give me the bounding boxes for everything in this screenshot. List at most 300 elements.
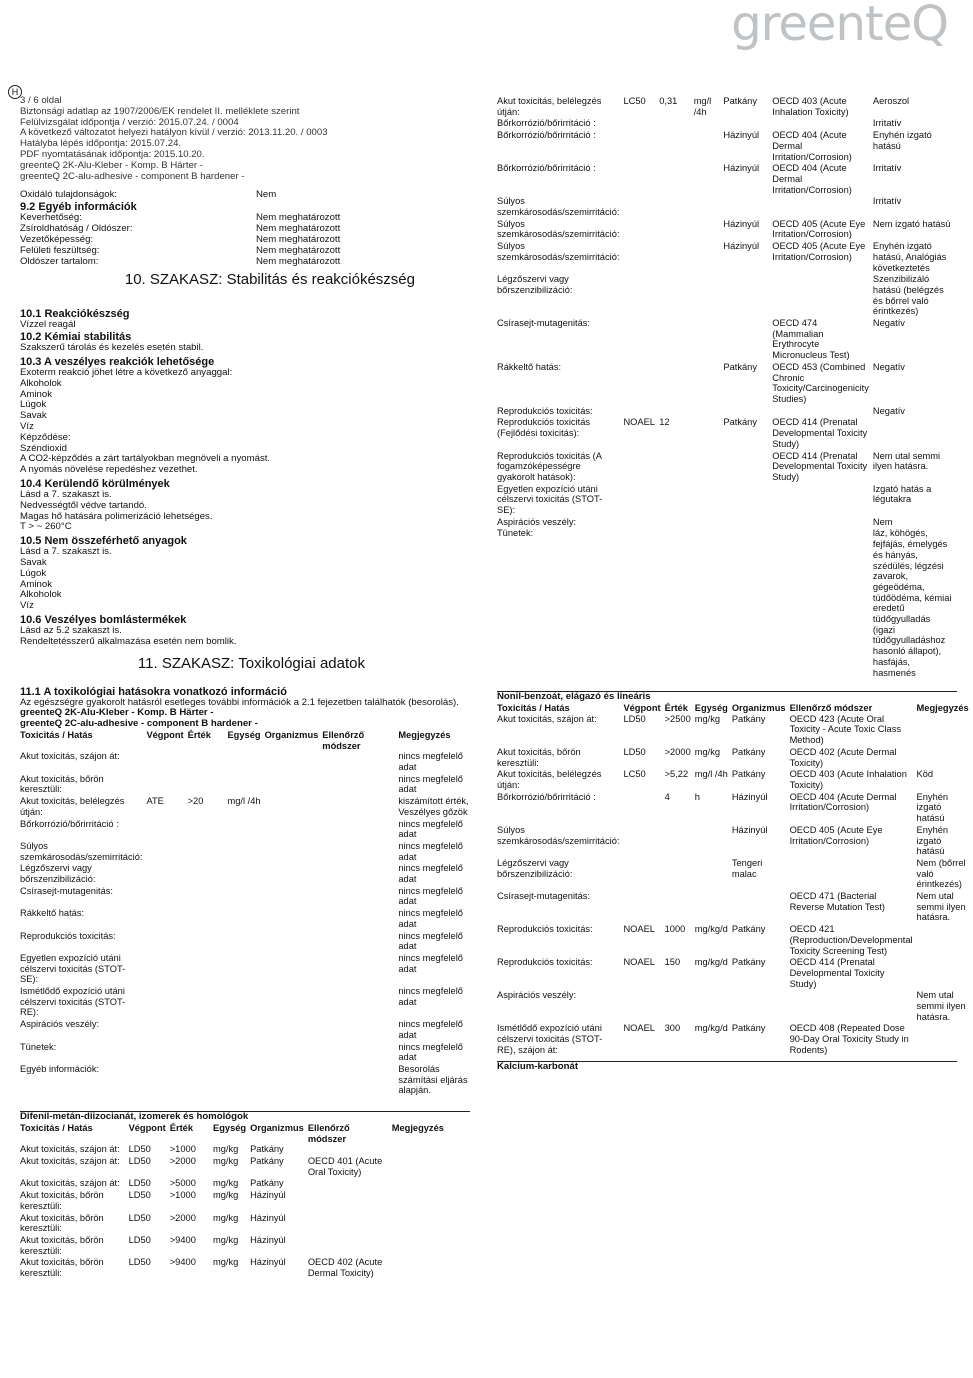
table-cell: Patkány — [731, 957, 766, 968]
property-label: Oldószer tartalom: — [20, 256, 99, 268]
table-cell — [790, 990, 917, 1023]
table-row — [497, 528, 957, 679]
table-cell — [188, 774, 228, 796]
table-cell — [146, 751, 187, 773]
table-cell: OECD 402 (Acute Dermal Toxicity) — [307, 1257, 383, 1279]
table-cell — [322, 1019, 398, 1041]
table-cell — [694, 196, 724, 218]
table-row — [20, 1257, 480, 1279]
table-cell: NOAEL — [623, 417, 655, 428]
table-cell — [322, 986, 398, 1019]
table-cell: >5,22 — [664, 769, 689, 780]
table-row — [497, 825, 973, 858]
table-cell — [265, 986, 323, 1019]
table-cell: 12 — [659, 417, 670, 428]
table-cell — [392, 1178, 480, 1190]
table-cell: NOAEL — [623, 1023, 655, 1034]
table-cell: OECD 405 (Acute Eye Irritation/Corrosion) — [789, 824, 883, 846]
table-cell: Házinyúl — [723, 241, 760, 252]
table-cell — [308, 1144, 392, 1156]
table-cell — [227, 886, 264, 908]
table-cell: Csírasejt-mutagenitás: — [497, 318, 591, 329]
table-cell: Reprodukciós toxicitás: — [497, 924, 593, 935]
left-column — [20, 96, 470, 1280]
table-cell: Akut toxicitás, bőrön keresztüli: — [20, 1234, 104, 1256]
table-cell — [694, 406, 724, 418]
table-cell: Nem utal semmi ilyen hatásra. — [916, 990, 966, 1022]
table-cell — [322, 1042, 398, 1064]
table-cell — [265, 931, 323, 953]
table-cell: nincs megfelelő adat — [398, 751, 463, 772]
greenteq-logo: greenteQ — [731, 0, 948, 52]
table-cell — [623, 219, 659, 241]
table-row — [497, 891, 973, 924]
table-cell: OECD 404 (Acute Dermal Irritation/Corrosion) — [789, 791, 897, 813]
table-cell: mg/kg — [694, 746, 721, 757]
table-cell — [146, 1019, 187, 1041]
text-line: Alkoholok — [20, 377, 62, 389]
heading-10-1: 10.1 Reakciókészség — [20, 308, 130, 321]
table-cell — [227, 841, 264, 863]
table-cell: >1000 — [169, 1144, 196, 1155]
table-cell: 4 — [664, 791, 670, 802]
table-cell: >2500 — [664, 713, 691, 724]
table-cell — [146, 1042, 187, 1064]
table-cell: Egyéb információk: — [20, 1063, 100, 1074]
substance-title-nonyl: Nonil-benzoát, elágazó és lineáris — [497, 691, 651, 703]
column-header: Megjegyzés — [398, 729, 451, 740]
table-cell — [873, 417, 957, 450]
product-name-1: greenteQ 2K-Alu-Kleber - Komp. B Härter - — [20, 707, 214, 719]
table-cell: Negatív — [872, 361, 905, 372]
table-row — [20, 1064, 480, 1097]
table-cell — [695, 990, 732, 1023]
table-cell: Irritatív — [872, 196, 902, 207]
table-cell: nincs megfelelő adat — [398, 930, 463, 952]
table-cell: Patkány — [250, 1156, 284, 1166]
table-cell — [623, 362, 659, 406]
table-cell: Negatív — [872, 318, 905, 329]
table-row — [20, 1190, 480, 1212]
table-cell — [917, 1023, 973, 1056]
column-header: Megjegyzés — [391, 1122, 444, 1133]
table-cell — [188, 841, 228, 863]
table-cell: 150 — [664, 957, 681, 968]
table-cell: Patkány — [723, 96, 757, 106]
section-10-title: 10. SZAKASZ: Stabilitás és reakciókészség — [124, 271, 415, 289]
table-cell: OECD 414 (Prenatal Developmental Toxicity Study) — [789, 957, 885, 989]
text-line: Magas hő hatására polimerizáció lehetséges. — [20, 510, 213, 522]
table-cell — [623, 891, 664, 924]
table-cell — [227, 774, 264, 796]
table-cell: Légzőszervi vagy bőrszenzibilizáció: — [20, 863, 96, 885]
table-cell: mg/kg — [213, 1234, 239, 1245]
table-row — [497, 484, 957, 517]
table-cell: Légzőszervi vagy bőrszenzibilizáció: — [497, 857, 573, 879]
table-cell — [188, 1042, 228, 1064]
table-cell — [265, 908, 323, 930]
table-cell — [623, 825, 664, 858]
table-cell: Súlyos szemkárosodás/szemirritáció: — [497, 218, 620, 240]
table-header-row — [20, 730, 480, 751]
table-cell — [695, 825, 732, 858]
table-cell: Súlyos szemkárosodás/szemirritáció: — [497, 196, 620, 218]
table-cell — [392, 1144, 480, 1156]
table-cell — [146, 863, 187, 885]
column-header: Toxicitás / Hatás — [20, 729, 93, 740]
table-cell: Akut toxicitás, szájon át: — [20, 1156, 120, 1166]
table-cell: mg/kg/d — [694, 1023, 728, 1034]
header-line: greenteQ 2C-alu-adhesive - component B hardener - — [20, 170, 245, 182]
text-line: Lásd a 7. szakaszt is. — [20, 546, 112, 558]
toxicity-table-product — [20, 730, 480, 1097]
table-cell: mg/kg — [213, 1178, 239, 1189]
table-cell: 300 — [664, 1023, 681, 1034]
table-cell: Aeroszol — [872, 96, 910, 106]
table-cell — [723, 318, 772, 362]
table-cell: Aspirációs veszély: — [497, 990, 577, 1001]
header-line: Biztonsági adatlap az 1907/2006/EK rendelet II. melléklete szerint — [20, 105, 300, 117]
table-cell — [694, 451, 724, 484]
table-cell: LD50 — [128, 1156, 151, 1166]
table-row — [20, 953, 480, 986]
table-cell: Akut toxicitás, bőrön keresztüli: — [20, 773, 104, 795]
table-cell — [265, 886, 323, 908]
table-cell: Légzőszervi vagy bőrszenzibilizáció: — [497, 274, 573, 295]
column-header: Toxicitás / Hatás — [497, 703, 570, 714]
table-cell: nincs megfelelő adat — [398, 1019, 463, 1040]
table-cell — [146, 1064, 187, 1097]
table-cell — [322, 751, 398, 773]
table-cell — [623, 858, 664, 891]
text-line: Nedvességtől védve tartandó. — [20, 499, 147, 511]
text-10-6 — [20, 626, 470, 648]
table-cell: OECD 453 (Combined Chronic Toxicity/Carcinogenicity Studies) — [772, 361, 869, 404]
table-cell: LD50 — [128, 1178, 151, 1189]
table-cell: nincs megfelelő adat — [398, 1041, 463, 1063]
table-cell — [623, 196, 659, 218]
table-cell: LC50 — [623, 96, 646, 106]
table-row — [497, 714, 973, 747]
header-line: Hatályba lépés időpontja: 2015.07.24. — [20, 138, 182, 150]
table-row — [20, 774, 480, 796]
toxicity-table-nonyl — [497, 703, 973, 1057]
table-cell: Besorolás számítási eljárás alapján. — [398, 1063, 468, 1096]
table-cell — [659, 241, 693, 274]
right-column — [497, 96, 969, 1072]
table-cell — [227, 863, 264, 885]
table-cell: OECD 401 (Acute Oral Toxicity) — [307, 1156, 383, 1177]
table-cell — [623, 451, 659, 484]
table-cell: Tünetek: — [20, 1041, 57, 1052]
table-cell — [659, 528, 693, 679]
table-cell — [659, 163, 693, 196]
table-cell: nincs megfelelő adat — [398, 863, 463, 885]
table-cell: Csírasejt-mutagenitás: — [20, 885, 114, 896]
column-header: Egység — [694, 703, 728, 714]
table-cell: OECD 423 (Acute Oral Toxicity - Acute Toxic Class Method) — [789, 713, 901, 746]
table-cell: Bőrkorrózió/bőrirritáció : — [20, 818, 119, 829]
table-cell: Házinyúl — [250, 1257, 286, 1268]
table-cell: Reprodukciós toxicitás: — [20, 930, 116, 941]
table-cell — [772, 274, 873, 318]
table-cell — [265, 1019, 323, 1041]
table-cell — [659, 451, 693, 484]
table-cell: Patkány — [731, 713, 766, 724]
table-cell — [659, 130, 693, 163]
table-row — [497, 769, 973, 791]
table-row — [497, 1023, 973, 1056]
header-line: PDF nyomtatásának időpontja: 2015.10.20. — [20, 148, 205, 160]
table-cell: LD50 — [623, 746, 646, 757]
table-row — [497, 163, 957, 196]
header-line: A következő változatot helyezi hatályon kívül / verzió: 2013.11.20. / 0003 — [20, 127, 328, 139]
table-cell: mg/l /4h — [694, 769, 728, 780]
table-cell — [695, 858, 732, 891]
table-cell: Irritatív — [872, 163, 902, 174]
property-label: Zsíroldhatóság / Oldószer: — [20, 223, 133, 235]
table-cell — [265, 1042, 323, 1064]
table-cell — [392, 1235, 480, 1257]
table-cell: Patkány — [250, 1144, 284, 1155]
table-row — [20, 796, 480, 818]
table-cell: Akut toxicitás, szájon át: — [20, 751, 120, 762]
table-cell: Reprodukciós toxicitás (A fogamzóképességre gyakorolt hatások): — [497, 450, 602, 482]
table-cell: LC50 — [623, 769, 646, 780]
table-cell — [623, 118, 659, 130]
table-cell — [188, 751, 228, 773]
table-cell — [623, 163, 659, 196]
column-header: Organizmus — [731, 703, 786, 714]
table-cell: Szenzibilizáló hatású (belégzés és bőrrel való érintkezés) — [872, 274, 944, 317]
table-cell — [694, 130, 724, 163]
table-cell — [188, 819, 228, 841]
toxicity-table-mdi-cont — [497, 96, 957, 679]
table-cell — [723, 484, 772, 517]
heading-10-6: 10.6 Veszélyes bomlástermékek — [20, 613, 187, 626]
table-cell — [694, 517, 724, 529]
product-name-2: greenteQ 2C-alu-adhesive - component B hardener - — [20, 718, 258, 730]
table-row — [20, 1156, 480, 1178]
table-cell — [695, 891, 732, 924]
table-cell: Patkány — [723, 361, 757, 372]
oxid-row — [20, 190, 470, 201]
table-cell: Házinyúl — [723, 218, 760, 229]
table-cell — [392, 1190, 480, 1212]
table-cell: Enyhén izgató hatású — [916, 791, 949, 824]
table-row — [20, 1213, 480, 1235]
table-row — [497, 957, 973, 990]
text-line: Savak — [20, 410, 47, 422]
table-cell — [659, 219, 693, 241]
table-cell — [659, 196, 693, 218]
table-cell — [322, 841, 398, 863]
table-cell — [392, 1213, 480, 1235]
table-cell — [694, 163, 724, 196]
table-cell — [694, 219, 724, 241]
property-label: Vezetőképesség: — [20, 234, 94, 246]
table-cell: LD50 — [128, 1212, 151, 1223]
table-cell: Csírasejt-mutagenitás: — [497, 891, 591, 902]
table-cell: láz, köhögés, fejfájás, émelygés és hányás, szédülés, légzési zavarok, gégeödéma, tüdőödéma, kémiai eredetű tüdőgyulladás (igazi tüdőgyulladáshoz hasonló állapot), hasfájás, hasmenés — [872, 528, 952, 678]
table-cell — [188, 986, 228, 1019]
table-cell: Izgató hatás a légutakra — [872, 483, 932, 505]
table-row — [497, 451, 957, 484]
table-cell — [917, 747, 973, 769]
oxid-value: Nem — [256, 189, 277, 201]
table-row — [497, 130, 957, 163]
table-cell — [308, 1190, 392, 1212]
table-cell: Irritatív — [872, 118, 902, 129]
column-header: Végpont — [623, 703, 661, 714]
table-cell: mg/kg — [213, 1156, 239, 1166]
column-header: Érték — [664, 703, 688, 714]
table-cell: Akut toxicitás, szájon át: — [497, 713, 597, 724]
table-row — [20, 886, 480, 908]
table-cell — [623, 406, 659, 418]
table-cell: Patkány — [731, 769, 766, 780]
table-cell: Akut toxicitás, szájon át: — [20, 1178, 120, 1189]
table-cell: LD50 — [128, 1144, 151, 1155]
table-cell: mg/l /4h — [227, 796, 261, 807]
table-cell: >5000 — [169, 1178, 196, 1189]
table-cell: Patkány — [250, 1178, 284, 1189]
table-cell: OECD 403 (Acute Inhalation Toxicity) — [772, 96, 849, 117]
table-row — [497, 362, 957, 406]
table-row — [497, 196, 957, 218]
sec11-intro: Az egészségre gyakorolt hatásról esetleges további információk a 2.1 fejezetben találhatók (besorolás). — [20, 696, 459, 708]
table-row — [20, 986, 480, 1019]
table-cell — [227, 986, 264, 1019]
table-cell: kiszámított érték, Veszélyes gőzök — [398, 796, 469, 817]
table-cell — [392, 1257, 480, 1279]
table-cell — [694, 417, 724, 450]
table-cell: NOAEL — [623, 957, 655, 968]
table-cell — [188, 908, 228, 930]
table-cell: Nem utal semmi ilyen hatásra. — [916, 891, 966, 923]
table-row — [497, 318, 957, 362]
table-cell: Akut toxicitás, belélegzés útján: — [20, 796, 125, 817]
table-cell — [322, 796, 398, 818]
table-cell — [659, 406, 693, 418]
property-value: Nem meghatározott — [256, 245, 341, 257]
table-cell — [917, 957, 973, 990]
table-cell — [322, 931, 398, 953]
table-cell: Reprodukciós toxicitás: — [497, 957, 593, 968]
table-cell: OECD 471 (Bacterial Reverse Mutation Test) — [789, 891, 885, 912]
column-header: Ellenőrző módszer — [789, 703, 873, 714]
table-cell: LD50 — [623, 713, 646, 724]
table-cell: nincs megfelelő adat — [398, 773, 463, 795]
table-cell — [694, 274, 724, 318]
table-cell: Patkány — [731, 1023, 766, 1034]
table-cell — [623, 241, 659, 274]
column-header: Érték — [169, 1122, 194, 1133]
table-row — [497, 96, 957, 118]
table-cell — [623, 792, 664, 825]
table-cell — [772, 406, 873, 418]
table-cell: OECD 404 (Acute Dermal Irritation/Corrosion) — [772, 163, 852, 195]
text-line: Széndioxid — [20, 442, 67, 454]
table-cell: nincs megfelelő adat — [398, 952, 463, 974]
text-10-1: Vízzel reagál — [20, 319, 76, 331]
table-row — [497, 219, 957, 241]
heading-9-2: 9.2 Egyéb információk — [20, 201, 137, 214]
table-cell — [659, 118, 693, 130]
column-header: Végpont — [128, 1122, 166, 1133]
table-row — [20, 1178, 480, 1190]
text-line: Képződése: — [20, 431, 71, 443]
table-cell — [659, 484, 693, 517]
heading-11-1: 11.1 A toxikológiai hatásokra vonatkozó információ — [20, 685, 287, 698]
table-row — [20, 908, 480, 930]
table-cell — [146, 841, 187, 863]
table-cell: Nem izgató hatású — [872, 218, 951, 229]
section-11-title: 11. SZAKASZ: Toxikológiai adatok — [137, 654, 365, 672]
table-cell: >20 — [187, 796, 204, 807]
table-cell — [227, 908, 264, 930]
table-cell — [322, 863, 398, 885]
table-cell: Házinyúl — [731, 824, 768, 835]
substance-title-mdi: Difenil-metán-diizocianát, izomerek és homológok — [20, 1111, 249, 1123]
table-cell: Házinyúl — [250, 1234, 286, 1245]
property-row — [20, 257, 470, 268]
text-line: T > ~ 260°C — [20, 521, 72, 533]
table-cell: >9400 — [169, 1257, 196, 1268]
table-cell: >9400 — [169, 1234, 196, 1245]
column-header: Megjegyzés — [916, 703, 969, 714]
table-cell — [917, 714, 973, 747]
column-header: Ellenőrző módszer — [307, 1122, 350, 1144]
table-cell: h — [694, 791, 700, 802]
table-cell — [227, 953, 264, 986]
table-cell: OECD 405 (Acute Eye Irritation/Corrosion) — [772, 241, 866, 262]
table-cell — [623, 990, 664, 1023]
table-cell — [322, 886, 398, 908]
table-cell: Akut toxicitás, bőrön keresztüli: — [497, 746, 581, 768]
column-header: Ellenőrző módszer — [322, 729, 365, 751]
table-cell — [623, 130, 659, 163]
table-cell: Ismétlődő expozíció utáni célszervi toxicitás (STOT-RE), szájon át: — [497, 1023, 603, 1055]
column-header: Organizmus — [264, 729, 319, 740]
table-row — [20, 863, 480, 885]
table-cell: Rákkeltő hatás: — [497, 361, 562, 372]
table-cell: mg/kg/d — [694, 957, 728, 968]
table-row — [20, 1235, 480, 1257]
table-cell — [723, 528, 772, 679]
table-cell: 0,31 — [659, 96, 678, 106]
table-cell: mg/kg — [694, 713, 721, 724]
property-value: Nem meghatározott — [256, 223, 341, 235]
table-cell — [265, 774, 323, 796]
property-value: Nem meghatározott — [256, 256, 341, 268]
table-row — [497, 924, 973, 957]
table-cell — [732, 990, 790, 1023]
table-cell — [227, 1064, 264, 1097]
table-cell — [665, 891, 695, 924]
table-cell — [694, 318, 724, 362]
table-cell — [146, 819, 187, 841]
table-cell — [265, 1064, 323, 1097]
text-line: Aminok — [20, 388, 52, 400]
table-row — [20, 1042, 480, 1064]
table-cell — [694, 118, 724, 130]
table-cell — [694, 528, 724, 679]
table-cell: OECD 414 (Prenatal Developmental Toxicity Study) — [772, 450, 868, 482]
table-cell — [188, 886, 228, 908]
table-cell — [623, 274, 659, 318]
table-cell: Bőrkorrózió/bőrirritáció : — [497, 130, 596, 141]
